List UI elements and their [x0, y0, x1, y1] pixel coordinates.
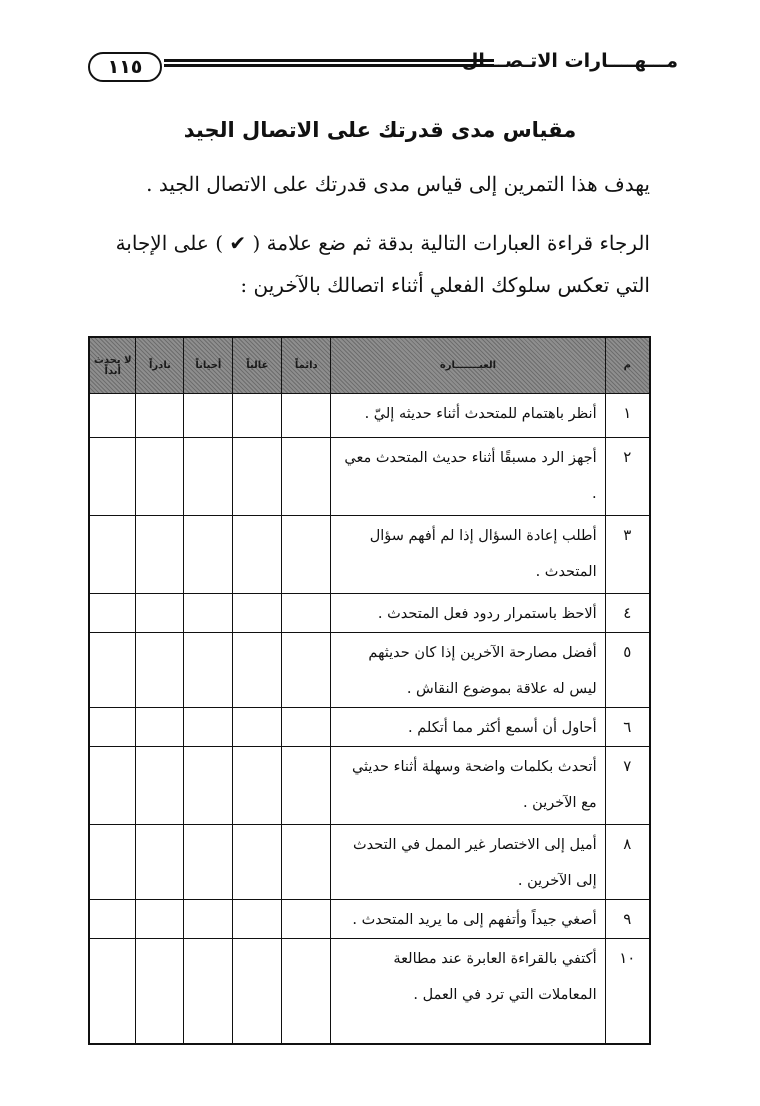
page-number: ١١٥ [88, 52, 162, 82]
statement-text: أنظر باهتمام للمتحدث أثناء حديثه إليّ . [331, 394, 605, 438]
answer-cell-always[interactable] [282, 594, 331, 633]
table-row [89, 394, 650, 438]
row-number: ٩ [605, 900, 650, 939]
header-never: لا يحدث أبداً [89, 337, 136, 394]
statement-text: أفضل مصارحة الآخرين إذا كان حديثهم ليس له علاقة بموضوع النقاش . [331, 633, 605, 708]
answer-cell-rarely[interactable] [136, 900, 184, 939]
table-row [89, 708, 650, 747]
header-rarely: نادراً [136, 337, 184, 394]
instructions-line-2: التي تعكس سلوكك الفعلي أثناء اتصالك بالآخرين : [240, 273, 650, 297]
answer-cell-never[interactable] [89, 825, 136, 900]
answer-cell-sometimes[interactable] [184, 708, 233, 747]
answer-cell-always[interactable] [282, 825, 331, 900]
table-row [89, 594, 650, 633]
page-title: مقياس مدى قدرتك على الاتصال الجيد [183, 118, 577, 142]
header-often: غالباً [233, 337, 282, 394]
answer-cell-sometimes[interactable] [184, 516, 233, 594]
answer-cell-often[interactable] [233, 633, 282, 708]
answer-cell-often[interactable] [233, 825, 282, 900]
answer-cell-always[interactable] [282, 747, 331, 825]
table-row [89, 747, 650, 825]
answer-cell-always[interactable] [282, 708, 331, 747]
table-row [89, 900, 650, 939]
answer-cell-always[interactable] [282, 394, 331, 438]
running-title: مـــهــــارات الاتـصـــال [461, 50, 678, 72]
row-number: ٣ [605, 516, 650, 594]
answer-cell-sometimes[interactable] [184, 394, 233, 438]
answer-cell-rarely[interactable] [136, 516, 184, 594]
statement-text: أتحدث بكلمات واضحة وسهلة أثناء حديثي مع الآخرين . [331, 747, 605, 825]
header-num: م [605, 337, 650, 394]
answer-cell-never[interactable] [89, 394, 136, 438]
answer-cell-often[interactable] [233, 708, 282, 747]
header-always: دائماً [282, 337, 331, 394]
statement-text: أكتفي بالقراءة العابرة عند مطالعة المعاملات التي ترد في العمل . [331, 939, 605, 1044]
table-row [89, 939, 650, 1044]
statement-text: أميل إلى الاختصار غير الممل في التحدث إلى الآخرين . [331, 825, 605, 900]
statement-text: ألاحظ باستمرار ردود فعل المتحدث . [331, 594, 605, 633]
self-assessment-table [88, 336, 651, 1045]
table-row [89, 438, 650, 516]
answer-cell-never[interactable] [89, 900, 136, 939]
answer-cell-never[interactable] [89, 516, 136, 594]
row-number: ٢ [605, 438, 650, 516]
answer-cell-often[interactable] [233, 394, 282, 438]
row-number: ٤ [605, 594, 650, 633]
answer-cell-often[interactable] [233, 900, 282, 939]
answer-cell-never[interactable] [89, 747, 136, 825]
header-statement: العبـــــــارة [331, 337, 605, 394]
answer-cell-never[interactable] [89, 708, 136, 747]
statement-text: أصغي جيداً وأتفهم إلى ما يريد المتحدث . [331, 900, 605, 939]
answer-cell-sometimes[interactable] [184, 594, 233, 633]
answer-cell-always[interactable] [282, 633, 331, 708]
row-number: ٨ [605, 825, 650, 900]
row-number: ٥ [605, 633, 650, 708]
answer-cell-rarely[interactable] [136, 633, 184, 708]
answer-cell-often[interactable] [233, 516, 282, 594]
instructions-line-1: الرجاء قراءة العبارات التالية بدقة ثم ضع علامة ( ✔ ) على الإجابة [115, 231, 650, 255]
answer-cell-sometimes[interactable] [184, 825, 233, 900]
row-number: ١٠ [605, 939, 650, 1044]
running-header [88, 48, 678, 88]
header-sometimes: أحياناً [184, 337, 233, 394]
row-number: ١ [605, 394, 650, 438]
answer-cell-rarely[interactable] [136, 594, 184, 633]
statement-text: أحاول أن أسمع أكثر مما أتكلم . [331, 708, 605, 747]
statement-text: أطلب إعادة السؤال إذا لم أفهم سؤال المتحدث . [331, 516, 605, 594]
answer-cell-rarely[interactable] [136, 747, 184, 825]
header-rule [164, 59, 494, 73]
answer-cell-sometimes[interactable] [184, 438, 233, 516]
table-row [89, 516, 650, 594]
answer-cell-always[interactable] [282, 516, 331, 594]
answer-cell-rarely[interactable] [136, 825, 184, 900]
row-number: ٧ [605, 747, 650, 825]
answer-cell-often[interactable] [233, 594, 282, 633]
answer-cell-sometimes[interactable] [184, 900, 233, 939]
answer-cell-rarely[interactable] [136, 708, 184, 747]
intro-paragraph: يهدف هذا التمرين إلى قياس مدى قدرتك على الاتصال الجيد . [146, 172, 650, 196]
answer-cell-sometimes[interactable] [184, 747, 233, 825]
statement-text: أجهز الرد مسبقًا أثناء حديث المتحدث معي . [331, 438, 605, 516]
answer-cell-rarely[interactable] [136, 939, 184, 1044]
table-row [89, 825, 650, 900]
answer-cell-never[interactable] [89, 939, 136, 1044]
answer-cell-always[interactable] [282, 438, 331, 516]
answer-cell-often[interactable] [233, 939, 282, 1044]
answer-cell-always[interactable] [282, 900, 331, 939]
instructions-paragraph [60, 222, 650, 306]
table-header-row [89, 337, 650, 394]
answer-cell-often[interactable] [233, 747, 282, 825]
answer-cell-sometimes[interactable] [184, 633, 233, 708]
answer-cell-always[interactable] [282, 939, 331, 1044]
answer-cell-sometimes[interactable] [184, 939, 233, 1044]
table-row [89, 633, 650, 708]
answer-cell-rarely[interactable] [136, 438, 184, 516]
answer-cell-rarely[interactable] [136, 394, 184, 438]
answer-cell-never[interactable] [89, 633, 136, 708]
answer-cell-often[interactable] [233, 438, 282, 516]
answer-cell-never[interactable] [89, 594, 136, 633]
answer-cell-never[interactable] [89, 438, 136, 516]
row-number: ٦ [605, 708, 650, 747]
